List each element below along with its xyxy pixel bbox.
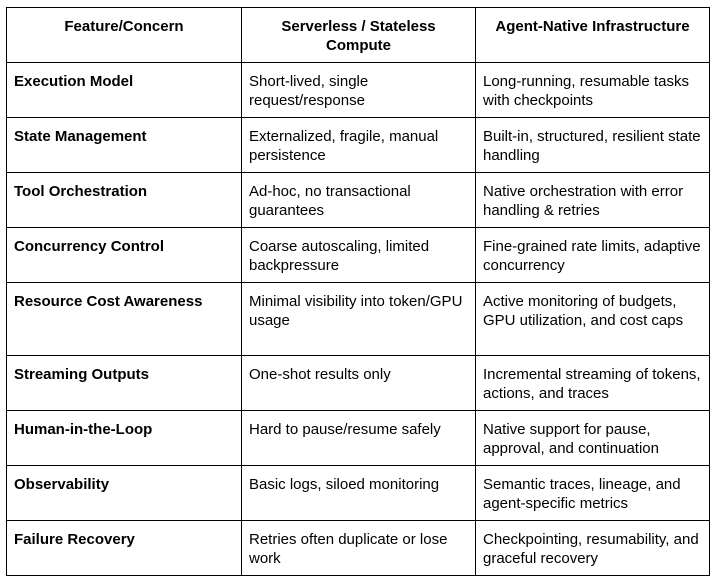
header-agent-native: Agent-Native Infrastructure	[476, 8, 710, 63]
table-row	[7, 228, 710, 283]
table-row	[7, 466, 710, 521]
agent-native-cell: Built-in, structured, resilient state handling	[476, 118, 710, 173]
feature-cell: Execution Model	[7, 63, 242, 118]
feature-cell: Failure Recovery	[7, 521, 242, 576]
feature-cell: Streaming Outputs	[7, 356, 242, 411]
feature-cell: Concurrency Control	[7, 228, 242, 283]
agent-native-cell: Native support for pause, approval, and continuation	[476, 411, 710, 466]
serverless-cell: One-shot results only	[242, 356, 476, 411]
table-row	[7, 63, 710, 118]
serverless-cell: Minimal visibility into token/GPU usage	[242, 283, 476, 356]
table-row	[7, 411, 710, 466]
serverless-cell: Basic logs, siloed monitoring	[242, 466, 476, 521]
agent-native-cell: Semantic traces, lineage, and agent-specific metrics	[476, 466, 710, 521]
table-row	[7, 118, 710, 173]
table-row	[7, 283, 710, 356]
serverless-cell: Short-lived, single request/response	[242, 63, 476, 118]
header-serverless: Serverless / Stateless Compute	[242, 8, 476, 63]
feature-cell: Resource Cost Awareness	[7, 283, 242, 356]
feature-cell: State Management	[7, 118, 242, 173]
agent-native-cell: Active monitoring of budgets, GPU utilization, and cost caps	[476, 283, 710, 356]
comparison-table	[6, 7, 710, 576]
agent-native-cell: Checkpointing, resumability, and graceful recovery	[476, 521, 710, 576]
agent-native-cell: Native orchestration with error handling & retries	[476, 173, 710, 228]
table-row	[7, 356, 710, 411]
serverless-cell: Retries often duplicate or lose work	[242, 521, 476, 576]
table-row	[7, 521, 710, 576]
header-row	[7, 8, 710, 63]
feature-cell: Tool Orchestration	[7, 173, 242, 228]
feature-cell: Observability	[7, 466, 242, 521]
table-row	[7, 173, 710, 228]
serverless-cell: Hard to pause/resume safely	[242, 411, 476, 466]
agent-native-cell: Incremental streaming of tokens, actions, and traces	[476, 356, 710, 411]
serverless-cell: Coarse autoscaling, limited backpressure	[242, 228, 476, 283]
feature-cell: Human-in-the-Loop	[7, 411, 242, 466]
agent-native-cell: Fine-grained rate limits, adaptive concurrency	[476, 228, 710, 283]
serverless-cell: Ad-hoc, no transactional guarantees	[242, 173, 476, 228]
agent-native-cell: Long-running, resumable tasks with checkpoints	[476, 63, 710, 118]
header-feature: Feature/Concern	[7, 8, 242, 63]
serverless-cell: Externalized, fragile, manual persistence	[242, 118, 476, 173]
